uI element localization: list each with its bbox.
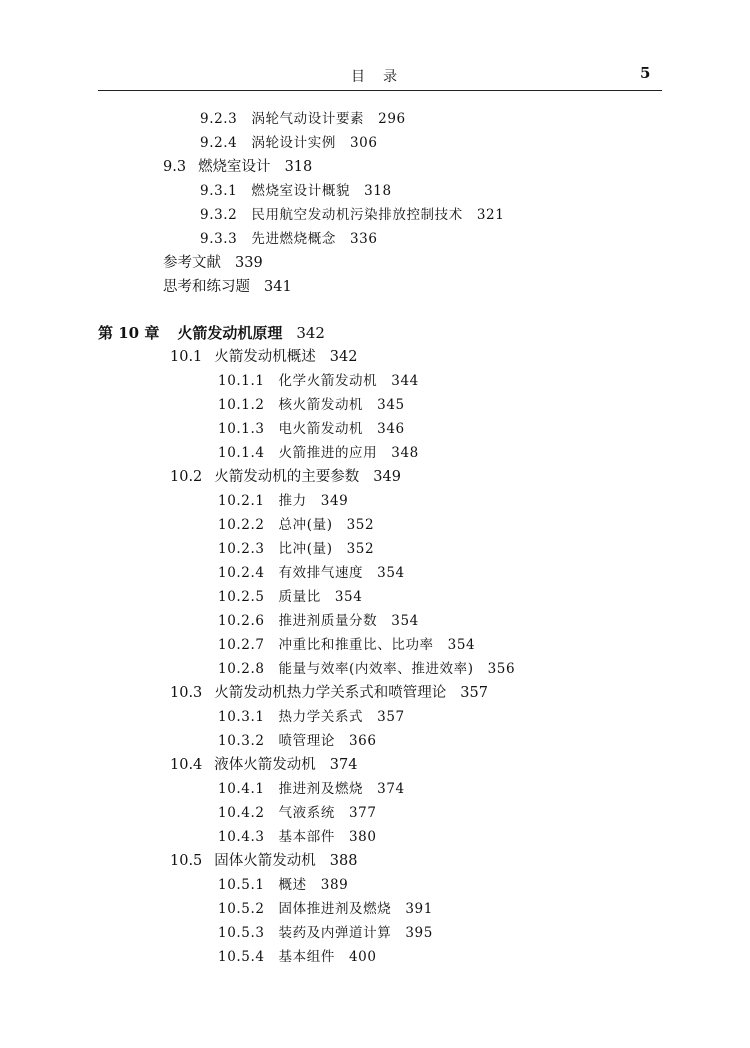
toc-entry-title: 燃烧室设计 [198, 159, 271, 175]
toc-entry-number: 10.2.6 [218, 613, 265, 629]
toc-chapter-page: 342 [296, 324, 325, 342]
toc-entry-title: 民用航空发动机污染排放控制技术 [251, 207, 463, 223]
toc-entry-title: 基本组件 [278, 949, 335, 965]
toc-entry-10-2-8 [218, 658, 515, 680]
toc-entry-number: 9.2.3 [200, 111, 238, 127]
toc-entry-number: 9.3 [163, 159, 187, 175]
toc-entry-title: 涡轮气动设计要素 [251, 111, 365, 127]
toc-entry-page: 357 [460, 685, 488, 701]
toc-entry-10-2-1 [218, 490, 348, 512]
toc-entry-10-3-2 [218, 730, 377, 752]
toc-entry-page: 377 [348, 805, 377, 821]
toc-entry-10-1-3 [218, 418, 405, 440]
toc-entry-title: 喷管理论 [278, 733, 335, 749]
toc-entry-10-5-1 [218, 874, 348, 896]
toc-entry-page: 318 [364, 183, 392, 199]
toc-entry-9-2-3 [200, 108, 406, 130]
toc-entry-9-3-3 [200, 228, 378, 250]
toc-entry-page: 356 [487, 661, 516, 677]
toc-entry-10-2-3 [218, 538, 374, 560]
toc-entry-10-3 [170, 682, 488, 704]
toc-entry-page: 357 [377, 709, 405, 725]
toc-entry-10-4-3 [218, 826, 377, 848]
toc-entry-page: 354 [447, 637, 476, 653]
toc-entry-number: 10.2.4 [218, 565, 265, 581]
toc-entry-number: 10.4 [170, 757, 203, 773]
toc-entry-title: 推力 [278, 493, 307, 509]
toc-entry-number: 10.3.1 [218, 709, 265, 725]
toc-entry-title: 先进燃烧概念 [251, 231, 336, 247]
toc-entry-page: 395 [405, 925, 433, 941]
toc-entry-10-2-7 [218, 634, 475, 656]
toc-entry-10-1-1 [218, 370, 419, 392]
toc-entry-page: 344 [391, 373, 419, 389]
toc-entry-number: 10.2.2 [218, 517, 265, 533]
toc-entry-page: 346 [377, 421, 405, 437]
toc-entry-number: 10.5.4 [218, 949, 265, 965]
toc-entry-title: 参考文献 [163, 255, 221, 271]
toc-entry-page: 318 [284, 159, 313, 175]
toc-entry-title: 推进剂质量分数 [278, 613, 378, 629]
header-rule [98, 90, 662, 91]
toc-entry-page: 391 [405, 901, 433, 917]
toc-entry-title: 装药及内弹道计算 [278, 925, 392, 941]
toc-entry-10-1-4 [218, 442, 419, 464]
toc-entry-number: 10.5.2 [218, 901, 265, 917]
page-number: 5 [640, 64, 651, 82]
toc-entry-number: 10.3 [170, 685, 203, 701]
toc-entry-title: 思考和练习题 [163, 279, 250, 295]
toc-entry-page: 349 [320, 493, 349, 509]
toc-entry-title: 冲重比和推重比、比功率 [278, 637, 434, 653]
toc-entry-title: 火箭推进的应用 [278, 445, 378, 461]
toc-entry-10-4-1 [218, 778, 405, 800]
toc-entry-number: 10.2.7 [218, 637, 265, 653]
toc-entry-10-2-4 [218, 562, 405, 584]
toc-entry-10-2-2 [218, 514, 374, 536]
toc-entry-number: 10.5 [170, 853, 203, 869]
toc-entry-number: 10.2.8 [218, 661, 265, 677]
toc-entry-10-5-4 [218, 946, 377, 968]
toc-entry-number: 9.2.4 [200, 135, 238, 151]
toc-entry-number: 10.1.2 [218, 397, 265, 413]
toc-entry-title: 质量比 [278, 589, 321, 605]
toc-entry-page: 352 [346, 517, 375, 533]
toc-entry-page: 354 [377, 565, 405, 581]
toc-entry-9-3-2 [200, 204, 504, 226]
toc-entry-10-2 [170, 466, 401, 488]
toc-entry-title: 热力学关系式 [278, 709, 364, 725]
toc-entry-title: 能量与效率(内效率、推进效率) [278, 661, 474, 677]
toc-entry-number: 9.3.1 [200, 183, 238, 199]
toc-entry-page: 349 [373, 469, 401, 485]
toc-entry-page: 354 [391, 613, 419, 629]
toc-entry-10-4 [170, 754, 357, 776]
toc-entry-number: 10.1.4 [218, 445, 265, 461]
toc-entry-page: 374 [377, 781, 405, 797]
toc-entry-number: 10.3.2 [218, 733, 265, 749]
toc-entry-10-4-2 [218, 802, 377, 824]
toc-entry-title: 核火箭发动机 [278, 397, 364, 413]
toc-entry-title: 涡轮设计实例 [251, 135, 336, 151]
toc-entry-title: 总冲(量) [278, 517, 333, 533]
toc-entry-10-1-2 [218, 394, 405, 416]
toc-entry-title: 火箭发动机概述 [214, 349, 316, 365]
toc-entry-9-3-1 [200, 180, 392, 202]
header-title: 目 录 [351, 69, 399, 85]
toc-entry-10-3-1 [218, 706, 405, 728]
toc-entry-number: 10.5.1 [218, 877, 265, 893]
toc-entry-9-3 [163, 156, 312, 178]
toc-entry-number: 10.4.1 [218, 781, 265, 797]
toc-entry-page: 366 [348, 733, 377, 749]
toc-entry-number: 10.1.1 [218, 373, 265, 389]
toc-entry-page: 380 [348, 829, 377, 845]
toc-entry-10-2-6 [218, 610, 419, 632]
toc-entry-references [163, 252, 263, 274]
toc-entry-10-5 [170, 850, 357, 872]
toc-entry-page: 341 [264, 279, 292, 295]
toc-entry-title: 推进剂及燃烧 [278, 781, 364, 797]
toc-entry-page: 345 [377, 397, 405, 413]
toc-chapter-title: 火箭发动机原理 [177, 324, 283, 342]
toc-entry-title: 气液系统 [278, 805, 335, 821]
toc-entry-title: 火箭发动机的主要参数 [214, 469, 360, 485]
toc-entry-title: 固体火箭发动机 [214, 853, 316, 869]
toc-entry-title: 化学火箭发动机 [278, 373, 378, 389]
toc-entry-number: 10.2.3 [218, 541, 265, 557]
toc-entry-exercises [163, 276, 292, 298]
toc-entry-number: 10.2.1 [218, 493, 265, 509]
toc-entry-page: 400 [348, 949, 377, 965]
toc-entry-title: 液体火箭发动机 [214, 757, 316, 773]
toc-entry-number: 10.2.5 [218, 589, 265, 605]
toc-entry-page: 321 [476, 207, 505, 223]
toc-entry-page: 354 [334, 589, 363, 605]
toc-entry-number: 10.5.3 [218, 925, 265, 941]
toc-entry-title: 基本部件 [278, 829, 335, 845]
toc-entry-10-5-2 [218, 898, 433, 920]
toc-entry-9-2-4 [200, 132, 378, 154]
toc-entry-title: 概述 [278, 877, 307, 893]
toc-entry-title: 燃烧室设计概貌 [251, 183, 351, 199]
toc-entry-page: 389 [320, 877, 349, 893]
toc-entry-page: 388 [329, 853, 358, 869]
toc-entry-title: 有效排气速度 [278, 565, 364, 581]
toc-entry-title: 电火箭发动机 [278, 421, 364, 437]
toc-entry-number: 9.3.2 [200, 207, 238, 223]
toc-entry-10-2-5 [218, 586, 362, 608]
toc-entry-page: 348 [391, 445, 419, 461]
toc-entry-title: 固体推进剂及燃烧 [278, 901, 392, 917]
toc-entry-title: 比冲(量) [278, 541, 333, 557]
toc-entry-page: 342 [329, 349, 358, 365]
toc-entry-page: 352 [346, 541, 375, 557]
toc-entry-number: 10.1 [170, 349, 203, 365]
toc-entry-10-1 [170, 346, 357, 368]
toc-entry-title: 火箭发动机热力学关系式和喷管理论 [214, 685, 447, 701]
toc-entry-number: 10.2 [170, 469, 203, 485]
toc-entry-page: 306 [349, 135, 378, 151]
toc-entry-number: 10.4.3 [218, 829, 265, 845]
toc-entry-page: 336 [349, 231, 378, 247]
toc-entry-number: 10.1.3 [218, 421, 265, 437]
toc-chapter-10 [98, 322, 325, 344]
toc-chapter-number: 第 10 章 [98, 324, 160, 342]
toc-entry-page: 296 [378, 111, 406, 127]
toc-entry-page: 374 [329, 757, 358, 773]
toc-entry-number: 10.4.2 [218, 805, 265, 821]
toc-entry-page: 339 [235, 255, 263, 271]
toc-entry-10-5-3 [218, 922, 433, 944]
toc-entry-number: 9.3.3 [200, 231, 238, 247]
